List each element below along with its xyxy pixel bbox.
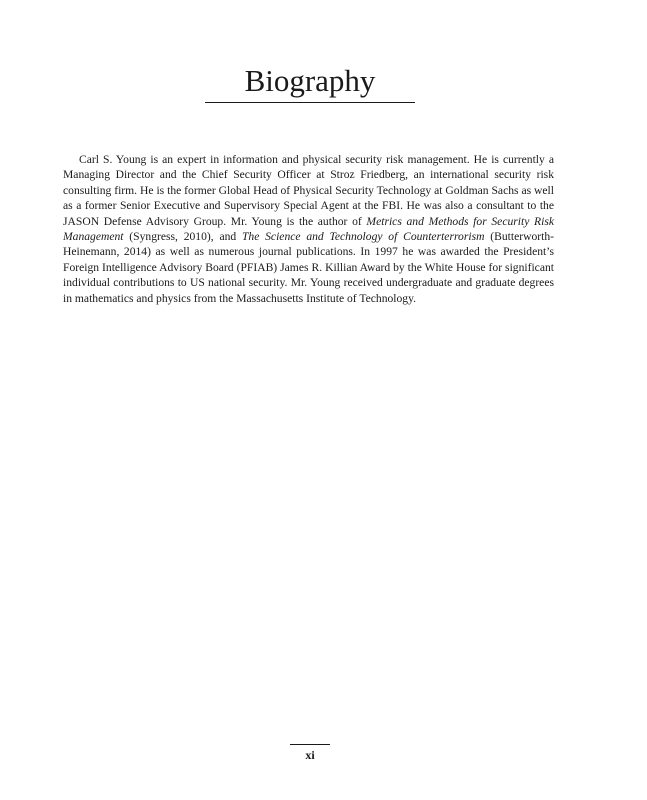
book-title-metrics: Metrics and Methods for Security Risk Management [63,214,555,244]
bio-text-part-2: (Syngress, 2010), and [123,230,242,244]
chapter-heading [205,62,415,103]
footer-rule [290,744,330,745]
title-underline [205,102,415,103]
page-footer [290,744,330,762]
biography-paragraph [63,152,554,306]
page-title: Biography [244,63,376,98]
bio-text-part-3: (Butterworth-Heinemann, 2014) as well as numerous journal publications. In 1997 he was awarded the President’s Foreign Intelligence Advisory Board (PFIAB) James R. Killian Award by the White House for significant individual contributions to US national security. Mr. Young received undergraduate and graduate degrees in mathematics and physics from the Massachusetts Institute of Technology. [63,230,554,305]
book-title-counterterrorism: The Science and Technology of Counterterrorism [241,230,485,244]
bio-text-part-1: Carl S. Young is an expert in information and physical security risk management. He is currently a Managing Director and the Chief Security Officer at Stroz Friedberg, an international security risk consulting firm. He is the former Global Head of Physical Security Technology at Goldman Sachs as well as a former Senior Executive and Supervisory Special Agent at the FBI. He was also a consultant to the JASON Defense Advisory Group. Mr. Young is the author of [63,153,554,228]
page-number: xi [305,748,315,762]
